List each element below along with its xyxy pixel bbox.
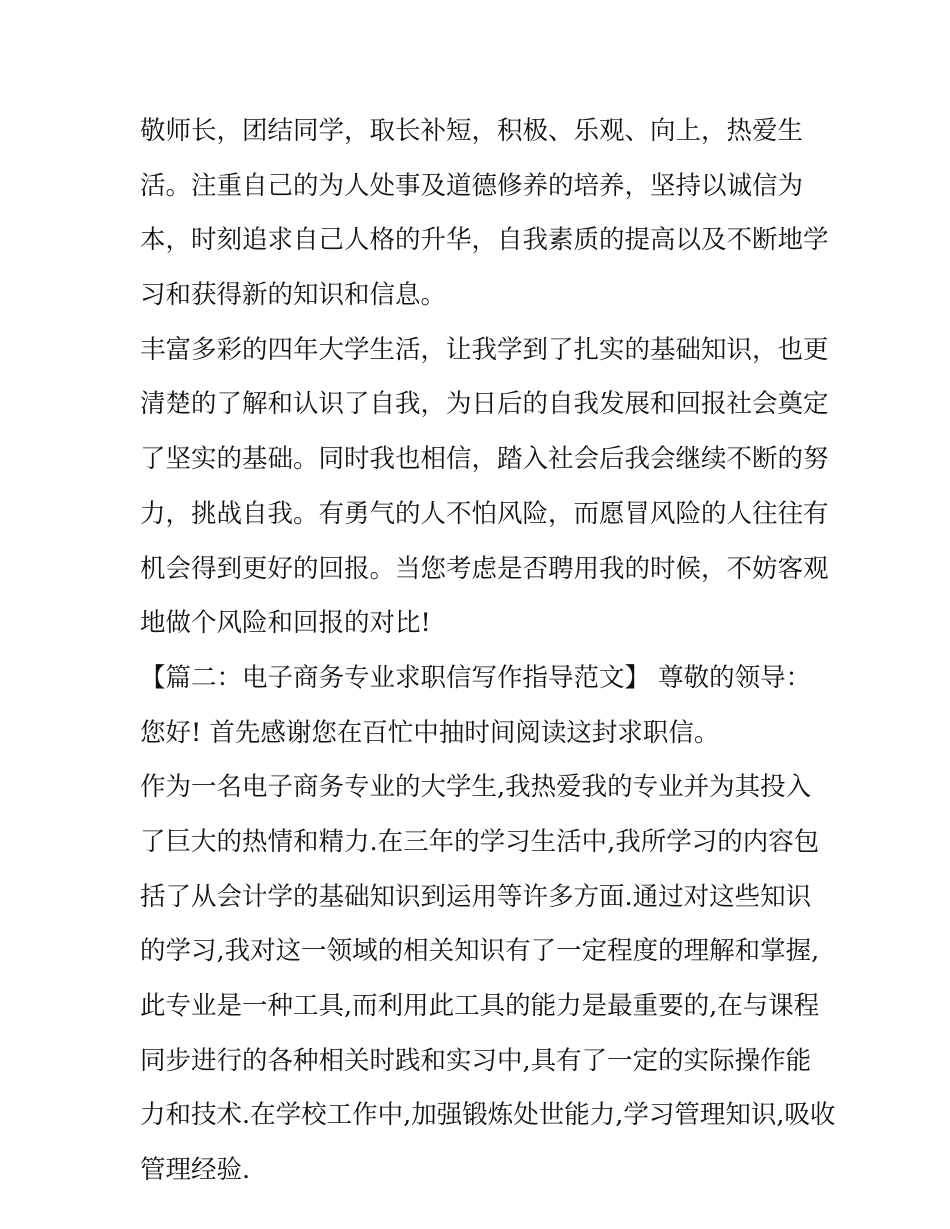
text-line: 管理经验. (140, 1155, 251, 1186)
text-line: 您好! 首先感谢您在百忙中抽时间阅读这封求职信。 (140, 717, 720, 748)
text-line: 了坚实的基础。同时我也相信，踏入社会后我会继续不断的努 (140, 444, 829, 475)
text-line: 机会得到更好的回报。当您考虑是否聘用我的时候，不妨客观 (140, 553, 829, 584)
text-line: 清楚的了解和认识了自我，为日后的自我发展和回报社会奠定 (140, 389, 829, 420)
section-heading-line: 【篇二：电子商务专业求职信写作指导范文】 尊敬的领导： (140, 662, 812, 693)
text-line: 敬师长，团结同学，取长补短，积极、乐观、向上，热爱生 (140, 116, 804, 146)
text-line: 括了从会计学的基础知识到运用等许多方面.通过对这些知识 (140, 881, 812, 912)
text-line: 力，挑战自我。有勇气的人不怕风险，而愿冒风险的人往往有 (140, 498, 829, 529)
text-line: 本，时刻追求自己人格的升华，自我素质的提高以及不断地学 (140, 225, 829, 256)
text-line: 的学习,我对这一领域的相关知识有了一定程度的理解和掌握, (140, 936, 820, 967)
text-line: 力和技术.在学校工作中,加强锻炼处世能力,学习管理知识,吸收 (140, 1100, 836, 1131)
text-line: 活。注重自己的为人处事及道德修养的培养，坚持以诚信为 (140, 170, 804, 201)
text-line: 作为一名电子商务专业的大学生,我热爱我的专业并为其投入 (140, 772, 812, 803)
text-line: 了巨大的热情和精力.在三年的学习生活中,我所学习的内容包 (140, 826, 820, 857)
text-line: 此专业是一种工具,而利用此工具的能力是最重要的,在与课程 (140, 991, 820, 1021)
text-line: 同步进行的各种相关时践和实习中,具有了一定的实际操作能 (140, 1045, 812, 1076)
body-text (140, 104, 836, 1198)
text-line: 地做个风险和回报的对比! (140, 608, 431, 639)
text-line: 习和获得新的知识和信息。 (140, 280, 447, 311)
text-line: 丰富多彩的四年大学生活，让我学到了扎实的基础知识，也更 (140, 334, 829, 365)
